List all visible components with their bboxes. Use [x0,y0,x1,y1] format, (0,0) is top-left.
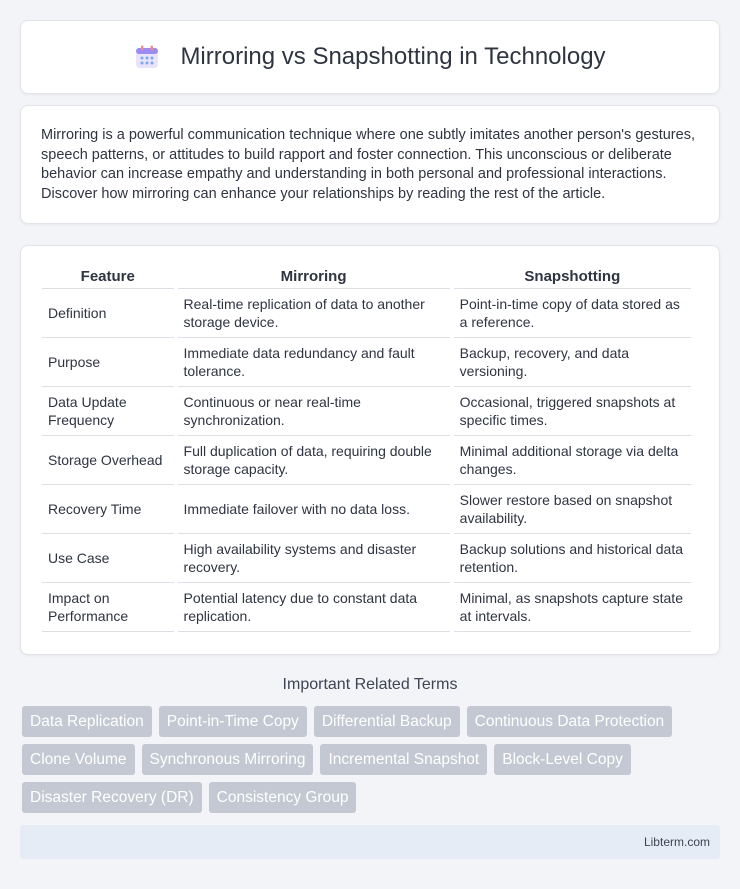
tag-differential-backup[interactable]: Differential Backup [314,706,460,737]
tag-disaster-recovery[interactable]: Disaster Recovery (DR) [22,782,202,813]
tag-synchronous-mirroring[interactable]: Synchronous Mirroring [142,744,314,775]
mirroring-cell: High availability systems and disaster recovery. [178,534,450,583]
related-terms-section [0,676,740,707]
table-row [42,583,691,632]
table-header-row [42,266,691,289]
page-title: Mirroring vs Snapshotting in Technology [180,43,606,70]
tag-data-replication[interactable]: Data Replication [22,706,152,737]
table-row [42,338,691,387]
feature-cell: Recovery Time [42,485,174,534]
footer [20,825,720,859]
related-terms-heading: Important Related Terms [282,676,458,693]
snapshotting-cell: Point-in-time copy of data stored as a reference. [454,289,691,338]
feature-cell: Data Update Frequency [42,387,174,436]
footer-site-link[interactable]: Libterm.com [643,835,710,849]
feature-cell: Purpose [42,338,174,387]
mirroring-cell: Full duplication of data, requiring double storage capacity. [178,436,450,485]
table-row [42,289,691,338]
table-row [42,387,691,436]
feature-cell: Use Case [42,534,174,583]
feature-cell: Storage Overhead [42,436,174,485]
comparison-table [38,266,695,632]
table-row [42,534,691,583]
intro-card [20,105,720,224]
column-header-feature: Feature [42,266,174,289]
snapshotting-cell: Minimal additional storage via delta changes. [454,436,691,485]
tag-consistency-group[interactable]: Consistency Group [209,782,357,813]
column-header-snapshotting: Snapshotting [454,266,691,289]
snapshotting-cell: Backup, recovery, and data versioning. [454,338,691,387]
calendar-icon [134,44,160,70]
snapshotting-cell: Minimal, as snapshots capture state at intervals. [454,583,691,632]
feature-cell: Definition [42,289,174,338]
tag-point-in-time-copy[interactable]: Point-in-Time Copy [159,706,307,737]
table-row [42,436,691,485]
mirroring-cell: Immediate failover with no data loss. [178,485,450,534]
intro-text: Mirroring is a powerful communication technique where one subtly imitates another person's gestures, speech patterns, or attitudes to build rapport and foster connection. This unconscious or deliberate behavior can increase empathy and understanding in both personal and professional interactions. Discover how mirroring can enhance your relationships by reading the rest of the article. [41,127,695,202]
mirroring-cell: Potential latency due to constant data replication. [178,583,450,632]
snapshotting-cell: Occasional, triggered snapshots at specific times. [454,387,691,436]
snapshotting-cell: Backup solutions and historical data retention. [454,534,691,583]
column-header-mirroring: Mirroring [178,266,450,289]
header-card [20,20,720,94]
tag-incremental-snapshot[interactable]: Incremental Snapshot [320,744,487,775]
mirroring-cell: Immediate data redundancy and fault tolerance. [178,338,450,387]
tag-continuous-data-protection[interactable]: Continuous Data Protection [467,706,673,737]
comparison-table-card [20,245,720,655]
tag-clone-volume[interactable]: Clone Volume [22,744,135,775]
related-terms-tags [22,706,722,813]
snapshotting-cell: Slower restore based on snapshot availability. [454,485,691,534]
tag-block-level-copy[interactable]: Block-Level Copy [494,744,631,775]
mirroring-cell: Continuous or near real-time synchronization. [178,387,450,436]
table-row [42,485,691,534]
mirroring-cell: Real-time replication of data to another storage device. [178,289,450,338]
feature-cell: Impact on Performance [42,583,174,632]
